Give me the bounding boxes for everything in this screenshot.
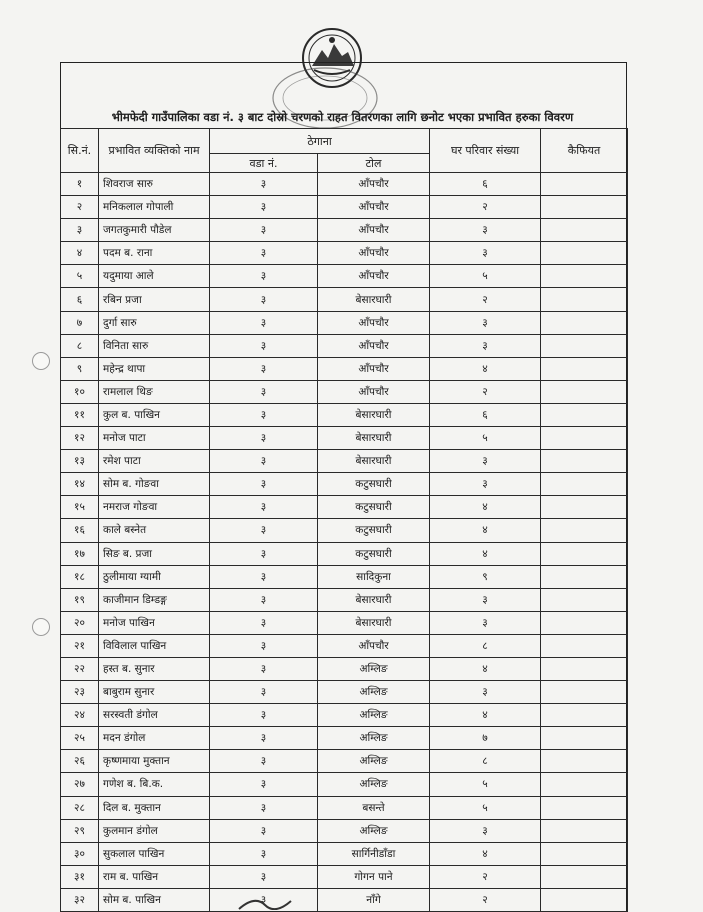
cell-tole: आँपचौर [318, 173, 430, 196]
cell-ward: ३ [210, 704, 318, 727]
cell-serial: १७ [61, 542, 99, 565]
cell-household: ४ [430, 519, 541, 542]
cell-serial: २० [61, 611, 99, 634]
cell-serial: २२ [61, 657, 99, 680]
table-row [61, 865, 628, 888]
cell-ward: ३ [210, 265, 318, 288]
cell-household: ३ [430, 242, 541, 265]
cell-household: ५ [430, 265, 541, 288]
header-address: ठेगाना [210, 129, 430, 154]
table-row [61, 888, 628, 911]
table-row [61, 519, 628, 542]
cell-household: ३ [430, 473, 541, 496]
cell-tole: आँपचौर [318, 242, 430, 265]
cell-household: ५ [430, 796, 541, 819]
cell-household: ६ [430, 403, 541, 426]
cell-ward: ३ [210, 196, 318, 219]
cell-serial: २३ [61, 681, 99, 704]
cell-name: काजीमान डिम्डङ्ग [99, 588, 210, 611]
cell-name: सोम ब. पाखिन [99, 888, 210, 911]
cell-ward: ३ [210, 588, 318, 611]
cell-household: ८ [430, 750, 541, 773]
cell-remarks [541, 727, 628, 750]
cell-ward: ३ [210, 565, 318, 588]
cell-tole: आँपचौर [318, 219, 430, 242]
cell-tole: आँपचौर [318, 196, 430, 219]
cell-ward: ३ [210, 842, 318, 865]
cell-tole: अम्लिङ [318, 657, 430, 680]
cell-name: बाबुराम सुनार [99, 681, 210, 704]
table-row [61, 357, 628, 380]
cell-remarks [541, 681, 628, 704]
cell-name: मनोज पाटा [99, 427, 210, 450]
cell-name: हस्त ब. सुनार [99, 657, 210, 680]
document-title: भीमफेदी गाउँपालिका वडा नं. ३ बाट दोस्रो चरणको राहत वितरणका लागि छनोट भएका प्रभावित हरुका विवरण [111, 110, 574, 124]
cell-ward: ३ [210, 865, 318, 888]
table-row [61, 704, 628, 727]
table-row [61, 565, 628, 588]
cell-remarks [541, 657, 628, 680]
cell-serial: २१ [61, 634, 99, 657]
cell-name: सोम ब. गोङवा [99, 473, 210, 496]
cell-ward: ३ [210, 796, 318, 819]
punch-hole-icon [32, 618, 50, 636]
cell-household: ५ [430, 427, 541, 450]
cell-name: राम ब. पाखिन [99, 865, 210, 888]
cell-household: ४ [430, 842, 541, 865]
header-tole: टोल [318, 154, 430, 173]
cell-ward: ३ [210, 611, 318, 634]
cell-ward: ३ [210, 473, 318, 496]
cell-serial: ५ [61, 265, 99, 288]
table-row [61, 473, 628, 496]
cell-tole: अम्लिङ [318, 681, 430, 704]
cell-household: ६ [430, 173, 541, 196]
cell-household: ७ [430, 727, 541, 750]
table-row [61, 380, 628, 403]
table-row [61, 173, 628, 196]
table-row [61, 773, 628, 796]
cell-tole: आँपचौर [318, 265, 430, 288]
cell-name: कृष्णमाया मुक्तान [99, 750, 210, 773]
cell-household: ४ [430, 704, 541, 727]
cell-household: ३ [430, 219, 541, 242]
cell-household: ४ [430, 496, 541, 519]
cell-tole: आँपचौर [318, 380, 430, 403]
cell-name: शिवराज सारु [99, 173, 210, 196]
cell-ward: ३ [210, 634, 318, 657]
table-row [61, 542, 628, 565]
cell-ward: ३ [210, 681, 318, 704]
cell-remarks [541, 173, 628, 196]
cell-ward: ३ [210, 380, 318, 403]
cell-remarks [541, 334, 628, 357]
cell-remarks [541, 750, 628, 773]
cell-name: सरस्वती डंगोल [99, 704, 210, 727]
cell-ward: ३ [210, 311, 318, 334]
cell-household: ३ [430, 681, 541, 704]
cell-tole: अम्लिङ [318, 750, 430, 773]
cell-tole: आँपचौर [318, 334, 430, 357]
table-row [61, 427, 628, 450]
cell-tole: आँपचौर [318, 634, 430, 657]
table-row [61, 842, 628, 865]
cell-serial: २७ [61, 773, 99, 796]
cell-household: २ [430, 888, 541, 911]
cell-ward: ३ [210, 657, 318, 680]
cell-remarks [541, 565, 628, 588]
cell-name: विविलाल पाखिन [99, 634, 210, 657]
cell-tole: बेसारघारी [318, 450, 430, 473]
cell-remarks [541, 888, 628, 911]
cell-remarks [541, 265, 628, 288]
cell-serial: १५ [61, 496, 99, 519]
cell-household: ३ [430, 588, 541, 611]
header-serial: सि.नं. [61, 129, 99, 173]
table-row [61, 681, 628, 704]
cell-tole: कटुसघारी [318, 519, 430, 542]
cell-household: ३ [430, 819, 541, 842]
cell-tole: गोगन पाने [318, 865, 430, 888]
table-row [61, 311, 628, 334]
cell-tole: बेसारघारी [318, 403, 430, 426]
cell-ward: ३ [210, 450, 318, 473]
cell-tole: सादिकुना [318, 565, 430, 588]
cell-tole: नाँगे [318, 888, 430, 911]
cell-serial: २६ [61, 750, 99, 773]
cell-name: सिङ ब. प्रजा [99, 542, 210, 565]
cell-household: ४ [430, 542, 541, 565]
cell-remarks [541, 403, 628, 426]
table-row [61, 750, 628, 773]
cell-name: महेन्द्र थापा [99, 357, 210, 380]
cell-serial: २९ [61, 819, 99, 842]
cell-tole: सार्गिनीडाँडा [318, 842, 430, 865]
cell-remarks [541, 704, 628, 727]
cell-household: ३ [430, 450, 541, 473]
cell-ward: ३ [210, 242, 318, 265]
cell-household: ८ [430, 634, 541, 657]
cell-remarks [541, 288, 628, 311]
header-household: घर परिवार संख्या [430, 129, 541, 173]
cell-household: ४ [430, 357, 541, 380]
cell-household: ९ [430, 565, 541, 588]
cell-name: रमेश पाटा [99, 450, 210, 473]
cell-remarks [541, 473, 628, 496]
cell-name: रामलाल थिङ [99, 380, 210, 403]
cell-ward: ३ [210, 727, 318, 750]
table-row [61, 242, 628, 265]
cell-ward: ३ [210, 819, 318, 842]
cell-household: ३ [430, 611, 541, 634]
cell-remarks [541, 588, 628, 611]
cell-remarks [541, 311, 628, 334]
cell-ward: ३ [210, 288, 318, 311]
table-row [61, 657, 628, 680]
signature-stamp-icon [235, 895, 295, 910]
cell-ward: ३ [210, 173, 318, 196]
table-row [61, 727, 628, 750]
cell-remarks [541, 819, 628, 842]
table-row [61, 796, 628, 819]
cell-tole: कटुसघारी [318, 473, 430, 496]
table-row [61, 265, 628, 288]
cell-serial: ३२ [61, 888, 99, 911]
table-row [61, 288, 628, 311]
table-row [61, 611, 628, 634]
cell-name: दुर्गा सारु [99, 311, 210, 334]
cell-remarks [541, 496, 628, 519]
cell-remarks [541, 611, 628, 634]
cell-ward: ३ [210, 542, 318, 565]
cell-household: २ [430, 288, 541, 311]
cell-serial: १८ [61, 565, 99, 588]
cell-remarks [541, 865, 628, 888]
cell-name: विनिता सारु [99, 334, 210, 357]
cell-remarks [541, 796, 628, 819]
cell-household: २ [430, 196, 541, 219]
table-row [61, 496, 628, 519]
cell-name: गणेश ब. बि.क. [99, 773, 210, 796]
cell-remarks [541, 242, 628, 265]
cell-tole: अम्लिङ [318, 819, 430, 842]
cell-tole: अम्लिङ [318, 727, 430, 750]
cell-ward: ३ [210, 496, 318, 519]
cell-ward: ३ [210, 773, 318, 796]
cell-name: कुल ब. पाखिन [99, 403, 210, 426]
cell-ward: ३ [210, 888, 318, 911]
cell-household: २ [430, 865, 541, 888]
cell-serial: २४ [61, 704, 99, 727]
table-row [61, 634, 628, 657]
cell-tole: अम्लिङ [318, 773, 430, 796]
cell-name: मदन डंगोल [99, 727, 210, 750]
cell-remarks [541, 634, 628, 657]
table-row [61, 819, 628, 842]
cell-remarks [541, 196, 628, 219]
cell-tole: कटुसघारी [318, 542, 430, 565]
cell-name: ठुलीमाया ग्यामी [99, 565, 210, 588]
cell-name: सुकलाल पाखिन [99, 842, 210, 865]
cell-serial: १३ [61, 450, 99, 473]
cell-remarks [541, 842, 628, 865]
cell-household: २ [430, 380, 541, 403]
header-name: प्रभावित व्यक्तिको नाम [99, 129, 210, 173]
cell-serial: १० [61, 380, 99, 403]
punch-hole-icon [32, 352, 50, 370]
cell-serial: ३० [61, 842, 99, 865]
cell-household: ५ [430, 773, 541, 796]
cell-serial: ८ [61, 334, 99, 357]
table-row [61, 334, 628, 357]
cell-tole: अम्लिङ [318, 704, 430, 727]
cell-serial: ६ [61, 288, 99, 311]
cell-serial: १२ [61, 427, 99, 450]
cell-name: नमराज गोङवा [99, 496, 210, 519]
cell-remarks [541, 219, 628, 242]
cell-serial: २८ [61, 796, 99, 819]
cell-remarks [541, 450, 628, 473]
header-ward: वडा नं. [210, 154, 318, 173]
cell-name: रबिन प्रजा [99, 288, 210, 311]
cell-tole: बेसारघारी [318, 611, 430, 634]
cell-serial: ४ [61, 242, 99, 265]
cell-household: ३ [430, 311, 541, 334]
cell-remarks [541, 542, 628, 565]
cell-name: दिल ब. मुक्तान [99, 796, 210, 819]
cell-serial: ३ [61, 219, 99, 242]
cell-serial: ३१ [61, 865, 99, 888]
cell-household: ३ [430, 334, 541, 357]
cell-serial: ९ [61, 357, 99, 380]
table-row [61, 450, 628, 473]
cell-remarks [541, 427, 628, 450]
beneficiary-table [60, 128, 628, 912]
cell-ward: ३ [210, 219, 318, 242]
cell-ward: ३ [210, 334, 318, 357]
cell-name: मनोज पाखिन [99, 611, 210, 634]
cell-tole: बेसारघारी [318, 588, 430, 611]
cell-serial: २५ [61, 727, 99, 750]
cell-tole: बेसारघारी [318, 427, 430, 450]
cell-tole: आँपचौर [318, 311, 430, 334]
cell-serial: ७ [61, 311, 99, 334]
cell-name: कुलमान डंगोल [99, 819, 210, 842]
table-row [61, 403, 628, 426]
cell-remarks [541, 519, 628, 542]
cell-serial: २ [61, 196, 99, 219]
cell-household: ४ [430, 657, 541, 680]
cell-ward: ३ [210, 427, 318, 450]
cell-tole: आँपचौर [318, 357, 430, 380]
cell-name: मनिकलाल गोपाली [99, 196, 210, 219]
cell-tole: बेसारघारी [318, 288, 430, 311]
cell-name: काले बस्नेत [99, 519, 210, 542]
cell-remarks [541, 357, 628, 380]
cell-serial: १ [61, 173, 99, 196]
cell-remarks [541, 773, 628, 796]
cell-ward: ३ [210, 519, 318, 542]
table-row [61, 588, 628, 611]
cell-name: यदुमाया आले [99, 265, 210, 288]
cell-name: जगतकुमारी पौडेल [99, 219, 210, 242]
cell-tole: कटुसघारी [318, 496, 430, 519]
cell-serial: १६ [61, 519, 99, 542]
cell-ward: ३ [210, 403, 318, 426]
table-header-row [61, 129, 628, 154]
header-remarks: कैफियत [541, 129, 628, 173]
table-row [61, 196, 628, 219]
cell-ward: ३ [210, 357, 318, 380]
cell-ward: ३ [210, 750, 318, 773]
table-row [61, 219, 628, 242]
cell-remarks [541, 380, 628, 403]
cell-serial: १४ [61, 473, 99, 496]
cell-name: पदम ब. राना [99, 242, 210, 265]
cell-serial: ११ [61, 403, 99, 426]
cell-serial: १९ [61, 588, 99, 611]
cell-tole: बसन्ते [318, 796, 430, 819]
